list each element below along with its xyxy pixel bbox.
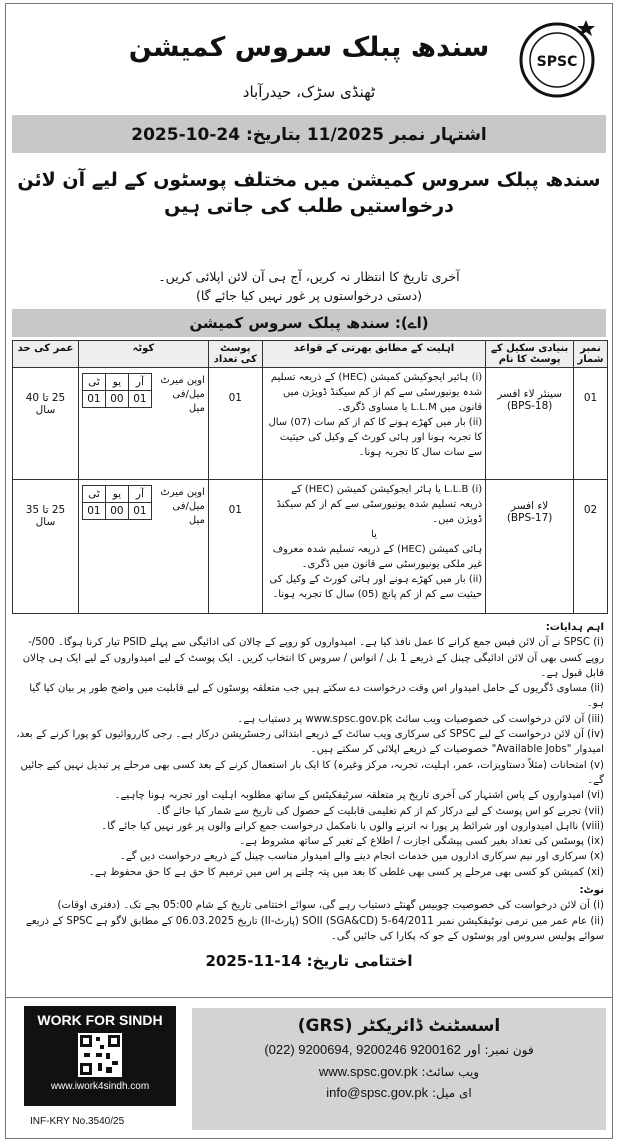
instructions-heading: اہم ہدایات: bbox=[545, 622, 604, 633]
col-age: عمر کی حد bbox=[13, 341, 79, 368]
col-quota: کوٹہ bbox=[78, 341, 208, 368]
quota-gender: میل/فی میل bbox=[172, 501, 205, 526]
qualification-cell bbox=[262, 480, 485, 614]
qualification-line: (ii) بار میں کھڑے ہونے اور ہائی کورٹ کے وکیل کی حیثیت سے کم از کم پانچ (05) سال کا تجربہ ہونا۔ bbox=[269, 574, 483, 600]
post-cell bbox=[486, 368, 574, 480]
post-bps: (BPS-18) bbox=[506, 400, 553, 412]
count-cell: 01 bbox=[208, 368, 262, 480]
note-item: (ii) عام عمر میں نرمی نوٹیفکیشن نمبر SOII (SGA&CD) 5-64/2011 (پارٹ-II) تاریخ 06.03.2025 کے مطابق لاگو ہے SPSC کے ذریعے سوائے پولیس سروس اور پوسٹوں کے جو کہ پکارا کی جائیں گی۔ bbox=[25, 915, 604, 942]
ad-number-band bbox=[12, 115, 606, 153]
spsc-logo-icon bbox=[514, 14, 600, 100]
quota-value: 01 bbox=[82, 503, 105, 520]
instruction-item: (vii) تجربے کو اس پوسٹ کے لیے درکار کم از کم تعلیمی قابلیت کے حصول کی تاریخ سے شمار کیا جائے گا۔ bbox=[155, 805, 604, 817]
quota-label: یو bbox=[105, 486, 128, 503]
instruction-item: (viii) نااہل امیدواروں اور شرائط پر پورا نہ اترنے والوں یا نامکمل درخواست جمع کرانے والوں پر غور نہیں کیا جائے گا۔ bbox=[101, 820, 604, 832]
count-cell: 01 bbox=[208, 480, 262, 614]
quota-label: آر bbox=[128, 374, 151, 391]
post-bps: (BPS-17) bbox=[506, 512, 553, 524]
signatory: اسسٹنٹ ڈائریکٹر (GRS) bbox=[297, 1016, 501, 1036]
brand-title: WORK FOR SINDH bbox=[37, 1012, 163, 1028]
instructions bbox=[14, 620, 604, 944]
qualification-line: (i) L.L.B یا ہائر ایجوکیشن کمیشن (HEC) کے ذریعہ تسلیم شدہ یونیورسٹی سے کم از کم سیکنڈ ڈویژن میں۔ bbox=[276, 484, 483, 525]
quota-value: 00 bbox=[105, 391, 128, 408]
instruction-item: (i) SPSC نے آن لائن فیس جمع کرانے کا عمل نافذ کیا ہے۔ امیدواروں کو روپے کے چالان کی ادائیگی سے پہلے PSID تیار کرنا ہوگا۔ 500/- روپے کسی بھی آن لائن ادائیگی چینل کے ذریعے 1 بل / انواس / سروس کا انتخاب کریں۔ ایک پوسٹ کے لیے امیدواروں کے لیے ایک ہی چالان قابل قبول ہے۔ bbox=[22, 637, 604, 679]
age-cell: 25 تا 40 سال bbox=[13, 368, 79, 480]
col-count: پوسٹ کی تعداد bbox=[208, 341, 262, 368]
quota-label: ٹی bbox=[82, 486, 105, 503]
ad-number: اشتہار نمبر 11/2025 بتاریخ: 24-10-2025 bbox=[131, 124, 487, 145]
qr-code-icon bbox=[78, 1033, 122, 1077]
quota-label: یو bbox=[105, 374, 128, 391]
instruction-item: (iii) آن لائن درخواست کی خصوصیات ویب سائٹ www.spsc.gov.pk پر دستیاب ہے۔ bbox=[237, 713, 604, 725]
quota-value: 01 bbox=[128, 503, 151, 520]
col-qualification: اہلیت کے مطابق بھرتی کے قواعد bbox=[262, 341, 485, 368]
note-item: (i) آن لائن درخواست کی خصوصیت چوبیس گھنٹے دستیاب رہے گی، سوائے اختتامی تاریخ کے شام 05:00 بجے تک۔ (دفتری اوقات) bbox=[57, 900, 604, 912]
posts-table bbox=[12, 340, 608, 614]
logo-text: SPSC bbox=[536, 54, 578, 70]
section-title-text: (اے): سندھ پبلک سروس کمیشن bbox=[189, 314, 429, 332]
advertisement-page bbox=[5, 3, 613, 1139]
website-line: ویب سائٹ: www.spsc.gov.pk bbox=[318, 1064, 480, 1079]
email-label: ای میل bbox=[436, 1086, 472, 1100]
page-title: سندھ پبلک سروس کمیشن bbox=[128, 32, 490, 63]
header bbox=[6, 4, 612, 112]
table-header-row bbox=[13, 341, 608, 368]
note-line: آخری تاریخ کا انتظار نہ کریں، آج ہی آن لائن اپلائی کریں۔ bbox=[158, 269, 460, 284]
table-row bbox=[13, 368, 608, 480]
footer bbox=[6, 997, 612, 1138]
quota-cell bbox=[78, 480, 208, 614]
section-title bbox=[12, 309, 606, 337]
quota-grid bbox=[82, 485, 152, 520]
post-name: سینئر لاء افسر bbox=[497, 388, 562, 400]
contact-box bbox=[192, 1008, 606, 1130]
quota-cell bbox=[78, 368, 208, 480]
inf-number: INF-KRY No.3540/25 bbox=[30, 1116, 125, 1127]
post-cell bbox=[486, 480, 574, 614]
post-name: لاء افسر bbox=[510, 500, 549, 512]
quota-value: 01 bbox=[128, 391, 151, 408]
col-serial: نمبر شمار bbox=[574, 341, 608, 368]
instruction-item: (ix) پوسٹس کی تعداد بغیر کسی پیشگی اجازت / اطلاع کے تغیر کے ساتھ مشروط ہے۔ bbox=[239, 836, 604, 848]
email-line: ای میل: info@spsc.gov.pk bbox=[326, 1085, 472, 1100]
serial-cell: 01 bbox=[574, 368, 608, 480]
instruction-item: (ii) مساوی ڈگریوں کے حامل امیدوار اس وقت درخواست دے سکتے ہیں جب متعلقہ پوسٹوں کے لیے قابلیت میں واضح طور پر بیان کیا گیا ہو۔ bbox=[29, 683, 604, 710]
brand-url: www.iwork4sindh.com bbox=[50, 1081, 150, 1092]
serial-cell: 02 bbox=[574, 480, 608, 614]
phone-line: فون نمبر: (022) 9200694, 9200246 اور 9200162 bbox=[264, 1042, 534, 1057]
note-line: (دستی درخواستوں پر غور نہیں کیا جائے گا) bbox=[195, 288, 423, 303]
qualification-cell bbox=[262, 368, 485, 480]
closing-date: اختتامی تاریخ: 14-11-2025 bbox=[205, 952, 413, 971]
instruction-item: (v) امتحانات (مثلاً دستاویزات، عمر، اہلیت، تجربہ، مرکز وغیرہ) کا ایک بار استعمال کرنے کے بعد کسی بھی مرحلے پر تبدیل نہیں کیے جائیں گے۔ bbox=[20, 759, 604, 786]
headline: سندھ پبلک سروس کمیشن میں مختلف پوسٹوں کے لیے آن لائن درخواستیں طلب کی جاتی ہیں bbox=[17, 169, 601, 217]
instruction-item: (vi) امیدواروں کے پاس اشتہار کی آخری تاریخ پر متعلقہ سرٹیفکیٹس کے ساتھ مطلوبہ اہلیت اور تجربہ ہونا چاہیے۔ bbox=[114, 790, 604, 802]
instruction-item: (xi) کمیشن کو کسی بھی مرحلے پر کسی بھی غلطی کا بعد میں پتہ چلنے پر اس میں ترمیم کا حق ہے کا حق محفوظ ہے۔ bbox=[88, 866, 604, 878]
website-link[interactable]: www.spsc.gov.pk bbox=[318, 1064, 418, 1079]
work-for-sindh-banner bbox=[24, 1006, 176, 1106]
email-link[interactable]: info@spsc.gov.pk bbox=[326, 1085, 429, 1100]
instruction-item: (iv) آن لائن درخواست کے لیے SPSC کی سرکاری ویب سائٹ کے ذریعے ابتدائی رجسٹریشن درکار ہے۔ رجی کارروائیوں کو پورا کرنے کے بعد، امیدوار "Available Jobs" خصوصیات کے ذریعے اپلائی کر سکتے ہیں۔ bbox=[16, 729, 604, 756]
notes bbox=[6, 267, 612, 305]
phone-number: (022) 9200694, 9200246 اور 9200162 bbox=[264, 1042, 481, 1057]
qualification-line: (ii) بار میں کھڑے ہونے کا کم از کم سات (07) سال کا تجربہ ہونا اور ہائی کورٹ کے وکیل کی حیثیت سے سات سال کا تجربہ ہونا۔ bbox=[268, 417, 483, 458]
note-heading: نوٹ: bbox=[579, 885, 604, 897]
quota-label: ٹی bbox=[82, 374, 105, 391]
website-label: ویب سائٹ bbox=[425, 1065, 480, 1079]
qualification-line: ہائی کمیشن (HEC) کے ذریعہ تسلیم شدہ معروف غیر ملکی یونیورسٹی سے قانون میں ڈگری۔ bbox=[272, 544, 483, 570]
quota-value: 00 bbox=[105, 503, 128, 520]
instruction-item: (x) سرکاری اور نیم سرکاری اداروں میں خدمات انجام دینے والے امیدوار مناسب چینل کے ذریعے درخواست دیں گے۔ bbox=[119, 851, 604, 863]
qualification-or: یا bbox=[371, 529, 377, 540]
table-row bbox=[13, 480, 608, 614]
phone-label: فون نمبر bbox=[488, 1043, 534, 1057]
quota-open-merit: اوپن میرٹ bbox=[160, 375, 205, 386]
quota-open-merit: اوپن میرٹ bbox=[160, 487, 205, 498]
address: ٹھنڈی سڑک، حیدرآباد bbox=[242, 83, 376, 101]
quota-grid bbox=[82, 373, 152, 408]
quota-value: 01 bbox=[82, 391, 105, 408]
quota-label: آر bbox=[128, 486, 151, 503]
qualification-line: (i) ہائیر ایجوکیشن کمیشن (HEC) کے ذریعہ تسلیم شدہ یونیورسٹی سے کم از کم سیکنڈ ڈویژن میں قانون میں L.L.M یا مساوی ڈگری۔ bbox=[270, 372, 483, 413]
col-post: بنیادی سکیل کے پوسٹ کا نام bbox=[486, 341, 574, 368]
age-cell: 25 تا 35 سال bbox=[13, 480, 79, 614]
quota-gender: میل/فی میل bbox=[172, 389, 205, 414]
